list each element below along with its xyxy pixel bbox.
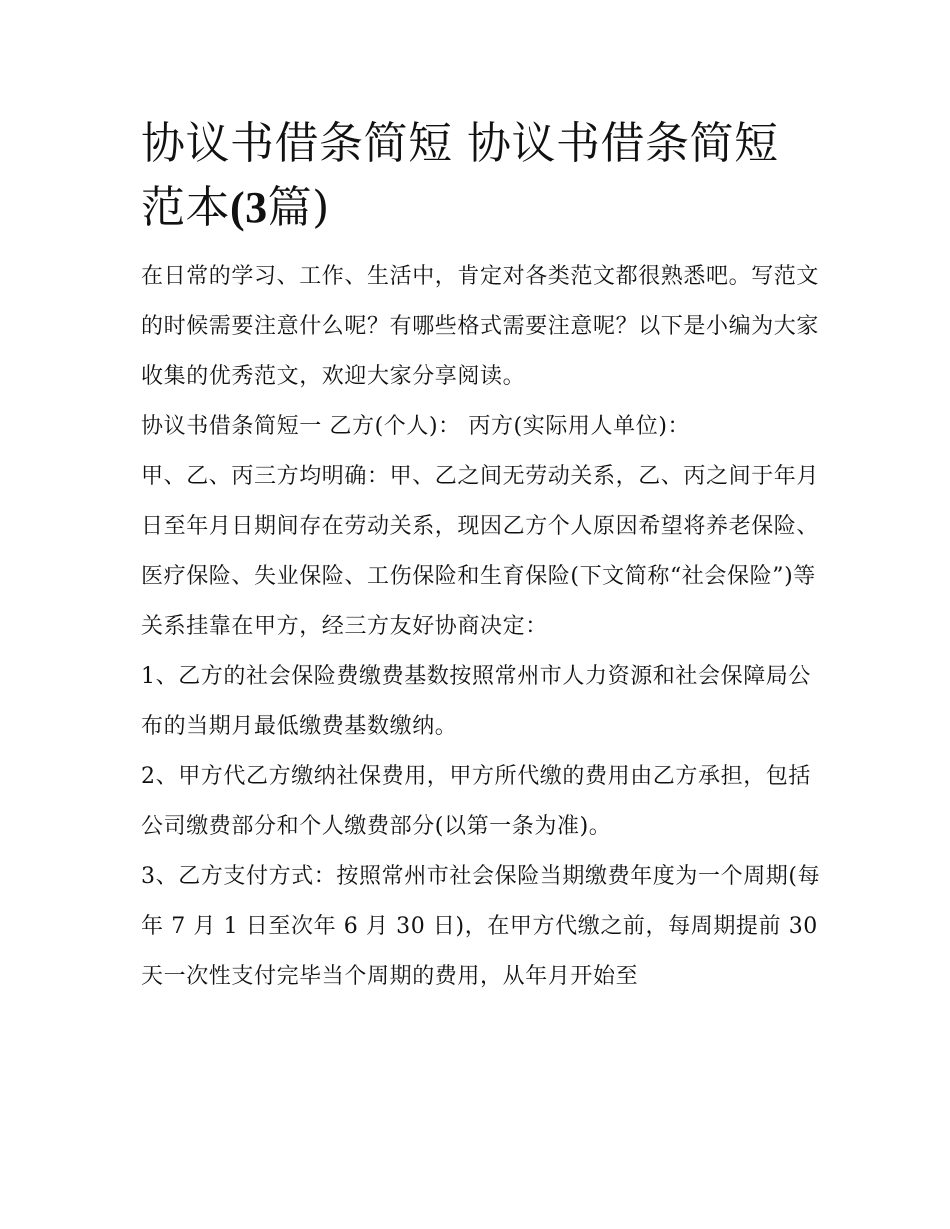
parties-paragraph: 甲、乙、丙三方均明确：甲、乙之间无劳动关系，乙、丙之间于年月日至年月日期间存在劳动关系，现因乙方个人原因希望将养老保险、医疗保险、失业保险、工伤保险和生育保险(下文简称“社会保险”)等关系挂靠在甲方，经三方友好协商决定：: [141, 464, 820, 639]
clause-1-paragraph: 1、乙方的社会保险费缴费基数按照常州市人力资源和社会保障局公布的当期月最低缴费基数缴纳。: [141, 664, 811, 739]
document-content: [141, 112, 821, 1002]
clause-2-paragraph: 2、甲方代乙方缴纳社保费用，甲方所代缴的费用由乙方承担，包括公司缴费部分和个人缴费部分(以第一条为准)。: [141, 764, 811, 839]
document-title: [141, 112, 821, 240]
title-count: (3: [230, 183, 268, 232]
clause-3-paragraph: 3、乙方支付方式：按照常州市社会保险当期缴费年度为一个周期(每年 7 月 1 日至次年 6 月 30 日)，在甲方代缴之前，每周期提前 30 天一次性支付完毕当个周期的费用，从年月开始至: [141, 864, 821, 989]
title-suffix: 篇): [267, 182, 330, 233]
intro-paragraph: 在日常的学习、工作、生活中，肯定对各类范文都很熟悉吧。写范文的时候需要注意什么呢？有哪些格式需要注意呢？以下是小编为大家收集的优秀范文，欢迎大家分享阅读。: [141, 264, 820, 389]
title-text: 协议书借条简短 协议书借条简短范本: [141, 118, 779, 233]
document-body: [141, 252, 821, 1002]
agreement-heading-paragraph: 协议书借条简短一 乙方(个人)： 丙方(实际用人单位)：: [141, 414, 691, 439]
